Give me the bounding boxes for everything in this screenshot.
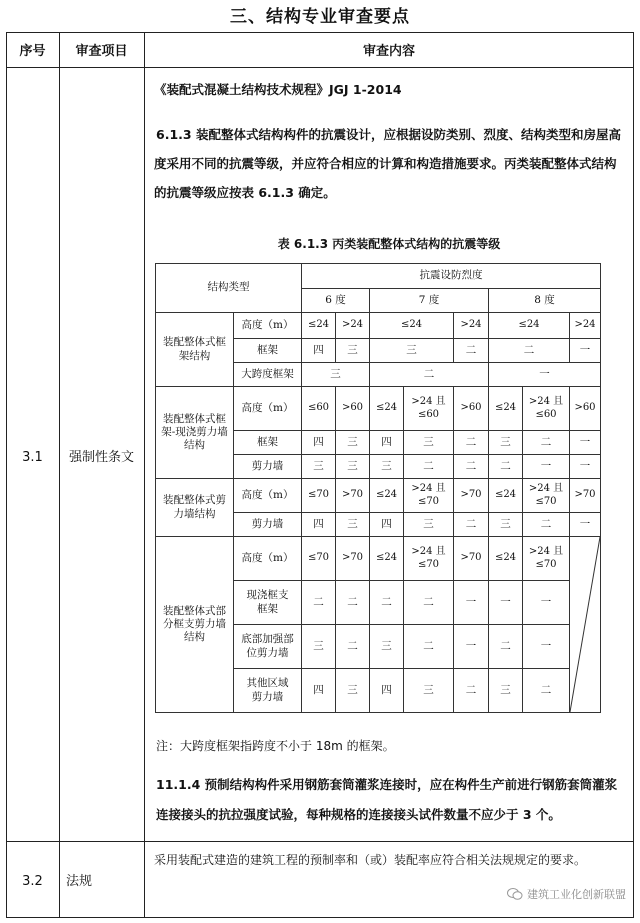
cell: >24 且≤70 <box>404 537 454 581</box>
g1-name: 装配整体式框架结构 <box>156 313 234 387</box>
cell: >24 且≤70 <box>404 479 454 513</box>
cell: 三 <box>489 513 523 537</box>
g4-height-label: 高度（m） <box>234 537 302 581</box>
g2-name: 装配整体式框架-现浇剪力墙结构 <box>156 387 234 479</box>
cell: 一 <box>523 625 570 669</box>
cell: 四 <box>302 513 336 537</box>
cell: ≤24 <box>370 387 404 431</box>
seismic-grade-table <box>155 263 601 713</box>
cell: 一 <box>489 363 601 387</box>
cell: >70 <box>454 537 489 581</box>
cell: 三 <box>336 339 370 363</box>
clause-6-1-3: 6.1.3 装配整体式结构构件的抗震设计，应根据设防类别、烈度、结构类型和房屋高度采用不同的抗震等级，并应符合相应的计算和构造措施要求。丙类装配整体式结构的抗震等级应按表 6.1.3 确定。 <box>154 127 621 200</box>
cell: 三 <box>336 431 370 455</box>
table-caption: 表 6.1.3 丙类装配整体式结构的抗震等级 <box>277 237 501 251</box>
row-3-1-item: 强制性条文 <box>68 450 134 465</box>
cell: ≤70 <box>302 537 336 581</box>
cell: 三 <box>370 339 454 363</box>
cell: ≤24 <box>489 313 570 339</box>
cell: 四 <box>302 669 336 713</box>
th-deg8: 8 度 <box>489 289 601 313</box>
cell: 二 <box>454 513 489 537</box>
cell: 四 <box>370 513 404 537</box>
g1-span-label: 大跨度框架 <box>234 363 302 387</box>
cell: 二 <box>454 669 489 713</box>
row-divider <box>6 841 634 842</box>
cell: 一 <box>570 431 601 455</box>
cell: >60 <box>454 387 489 431</box>
cell: 二 <box>302 581 336 625</box>
cell: >24 <box>570 313 601 339</box>
cell: 三 <box>370 455 404 479</box>
cell: 二 <box>370 581 404 625</box>
cell: 二 <box>454 431 489 455</box>
cell: >24 且≤70 <box>523 479 570 513</box>
cell: 一 <box>523 455 570 479</box>
cell: >24 <box>336 313 370 339</box>
cell: 一 <box>454 625 489 669</box>
cell: >70 <box>336 537 370 581</box>
g3-name: 装配整体式剪力墙结构 <box>156 479 234 537</box>
cell: 二 <box>523 669 570 713</box>
cell: >70 <box>454 479 489 513</box>
row-3-2-no: 3.2 <box>22 874 43 889</box>
cell: 三 <box>489 431 523 455</box>
header-divider <box>6 67 634 68</box>
cell: >60 <box>570 387 601 431</box>
cell: 三 <box>489 669 523 713</box>
g4-r2-label: 底部加强部位剪力墙 <box>234 625 302 669</box>
diagonal-line <box>570 537 600 712</box>
cell: 二 <box>489 455 523 479</box>
col-divider-1 <box>59 32 60 918</box>
cell: 二 <box>523 513 570 537</box>
g4-r3-label: 其他区域剪力墙 <box>234 669 302 713</box>
col-divider-2 <box>144 32 145 918</box>
cell: 二 <box>489 625 523 669</box>
page-title: 三、结构专业审查要点 <box>230 7 410 27</box>
diagonal-empty-cell <box>570 537 601 713</box>
cell: 三 <box>302 363 370 387</box>
cell: 三 <box>336 669 370 713</box>
cell: 二 <box>489 339 570 363</box>
cell: 四 <box>370 431 404 455</box>
cell: 二 <box>523 431 570 455</box>
cell: ≤24 <box>370 313 454 339</box>
cell: 四 <box>370 669 404 713</box>
header-no: 序号 <box>19 44 46 59</box>
regulation-text: 采用装配式建造的建筑工程的预制率和（或）装配率应符合相关法规规定的要求。 <box>154 853 587 867</box>
code-title: 《装配式混凝土结构技术规程》JGJ 1-2014 <box>154 82 402 97</box>
g2-wall-label: 剪力墙 <box>234 455 302 479</box>
cell: 二 <box>336 581 370 625</box>
cell: 一 <box>570 513 601 537</box>
cell: 四 <box>302 431 336 455</box>
g3-wall-label: 剪力墙 <box>234 513 302 537</box>
cell: >70 <box>336 479 370 513</box>
cell: 二 <box>404 455 454 479</box>
cell: 二 <box>454 455 489 479</box>
table-note: 注：大跨度框架指跨度不小于 18m 的框架。 <box>156 739 395 753</box>
cell: 三 <box>404 513 454 537</box>
g1-frame-label: 框架 <box>234 339 302 363</box>
header-content: 审查内容 <box>362 44 415 59</box>
cell: ≤70 <box>302 479 336 513</box>
cell: 三 <box>302 625 336 669</box>
cell: 四 <box>302 339 336 363</box>
row-3-1-no: 3.1 <box>22 450 43 465</box>
cell: ≤60 <box>302 387 336 431</box>
g4-name: 装配整体式部分框支剪力墙结构 <box>156 537 234 713</box>
cell: 一 <box>489 581 523 625</box>
cell: 一 <box>454 581 489 625</box>
th-deg7: 7 度 <box>370 289 489 313</box>
cell: 三 <box>336 513 370 537</box>
cell: 三 <box>404 431 454 455</box>
cell: 三 <box>336 455 370 479</box>
watermark <box>507 886 626 902</box>
wechat-icon <box>507 887 523 901</box>
cell: >24 且≤60 <box>404 387 454 431</box>
g2-height-label: 高度（m） <box>234 387 302 431</box>
clause-11-1-4: 11.1.4 预制结构构件采用钢筋套筒灌浆连接时，应在构件生产前进行钢筋套筒灌浆连接接头的抗拉强度试验，每种规格的连接接头试件数量不应少于 3 个。 <box>156 777 618 822</box>
cell: 一 <box>523 581 570 625</box>
cell: ≤24 <box>489 479 523 513</box>
g1-height-label: 高度（m） <box>234 313 302 339</box>
cell: 一 <box>570 455 601 479</box>
cell: 二 <box>336 625 370 669</box>
g4-r1-label: 现浇框支框架 <box>234 581 302 625</box>
th-deg6: 6 度 <box>302 289 370 313</box>
cell: >60 <box>336 387 370 431</box>
cell: >24 且≤60 <box>523 387 570 431</box>
cell: >24 且≤70 <box>523 537 570 581</box>
cell: 二 <box>454 339 489 363</box>
cell: 三 <box>370 625 404 669</box>
cell: >70 <box>570 479 601 513</box>
cell: ≤24 <box>302 313 336 339</box>
cell: 二 <box>404 581 454 625</box>
header-item: 审查项目 <box>75 44 128 59</box>
cell: ≤24 <box>370 537 404 581</box>
row-3-2-item: 法规 <box>66 874 93 889</box>
cell: ≤24 <box>489 387 523 431</box>
cell: 二 <box>404 625 454 669</box>
cell: >24 <box>454 313 489 339</box>
cell: 三 <box>302 455 336 479</box>
th-intensity: 抗震设防烈度 <box>302 264 601 289</box>
g2-frame-label: 框架 <box>234 431 302 455</box>
cell: 二 <box>370 363 489 387</box>
th-structure-type: 结构类型 <box>156 264 302 313</box>
cell: 一 <box>570 339 601 363</box>
cell: 三 <box>404 669 454 713</box>
cell: ≤24 <box>370 479 404 513</box>
cell: ≤24 <box>489 537 523 581</box>
watermark-text: 建筑工业化创新联盟 <box>527 888 626 901</box>
g3-height-label: 高度（m） <box>234 479 302 513</box>
